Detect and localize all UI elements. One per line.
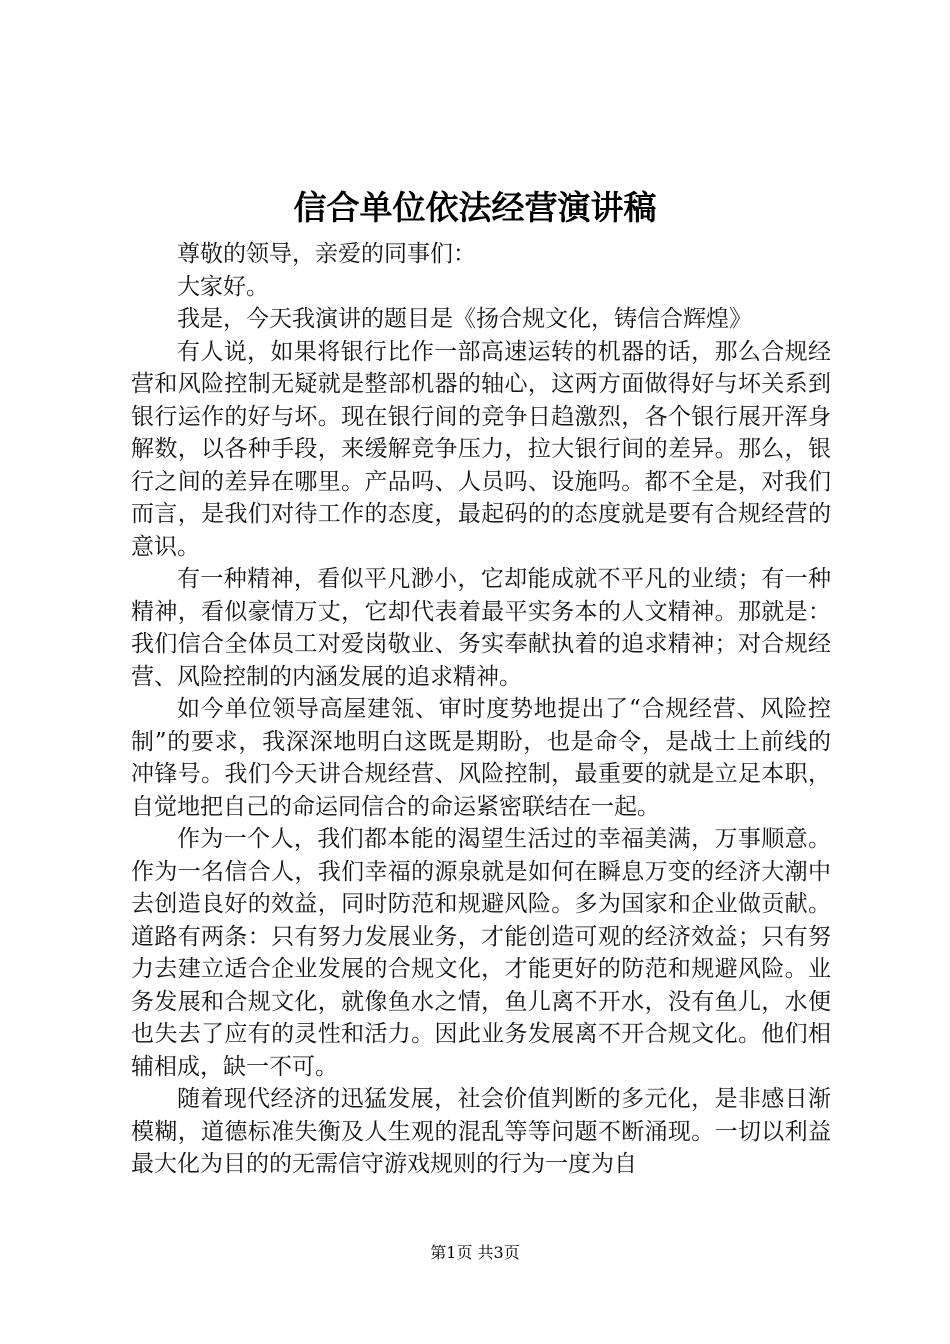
page-footer: 第1页 共3页 [430, 1243, 520, 1262]
paragraph: 我是，今天我演讲的题目是《扬合规文化，铸信合辉煌》 [177, 306, 752, 332]
document-title: 信合单位依法经营演讲稿 [293, 188, 657, 227]
paragraph: 作为一个人，我们都本能的渴望生活过的幸福美满，万事顺意。作为一名信合人，我们幸福的源泉就是如何在瞬息万变的经济大潮中去创造良好的效益，同时防范和规避风险。多为国家和企业做贡献。道路有两条：只有努力发展业务，才能创造可观的经济效益；只有努力去建立适合企业发展的合规文化，才能更好的防范和规避风险。业务发展和合规文化，就像鱼水之情，鱼儿离不开水，没有鱼儿，水便也失去了应有的灵性和活力。因此业务发展离不开合规文化。他们相辅相成，缺一不可。 [131, 826, 831, 1080]
paragraph: 如今单位领导高屋建瓴、审时度势地提出了“合规经营、风险控制”的要求，我深深地明白这既是期盼，也是命令，是战士上前线的冲锋号。我们今天讲合规经营、风险控制，最重要的就是立足本职，自觉地把自己的命运同信合的命运紧密联结在一起。 [131, 696, 831, 820]
paragraph: 随着现代经济的迅猛发展，社会价值判断的多元化，是非感日渐模糊，道德标准失衡及人生观的混乱等等问题不断涌现。一切以利益最大化为目的的无需信守游戏规则的行为一度为自 [131, 1086, 831, 1177]
paragraph: 尊敬的领导，亲爱的同事们： [177, 241, 476, 267]
paragraph: 有一种精神，看似平凡渺小，它却能成就不平凡的业绩；有一种精神，看似豪情万丈，它却代表着最平实务本的人文精神。那就是：我们信合全体员工对爱岗敬业、务实奉献执着的追求精神；对合规经营、风险控制的内涵发展的追求精神。 [131, 566, 831, 690]
paragraph: 大家好。 [177, 273, 269, 300]
document-body [131, 238, 831, 1181]
paragraph: 有人说，如果将银行比作一部高速运转的机器的话，那么合规经营和风险控制无疑就是整部机器的轴心，这两方面做得好与坏关系到银行运作的好与坏。现在银行间的竞争日趋激烈，各个银行展开浑身解数，以各种手段，来缓解竞争压力，拉大银行间的差异。那么，银行之间的差异在哪里。产品吗、人员吗、设施吗。都不全是，对我们而言，是我们对待工作的态度，最起码的的态度就是要有合规经营的意识。 [131, 338, 831, 560]
